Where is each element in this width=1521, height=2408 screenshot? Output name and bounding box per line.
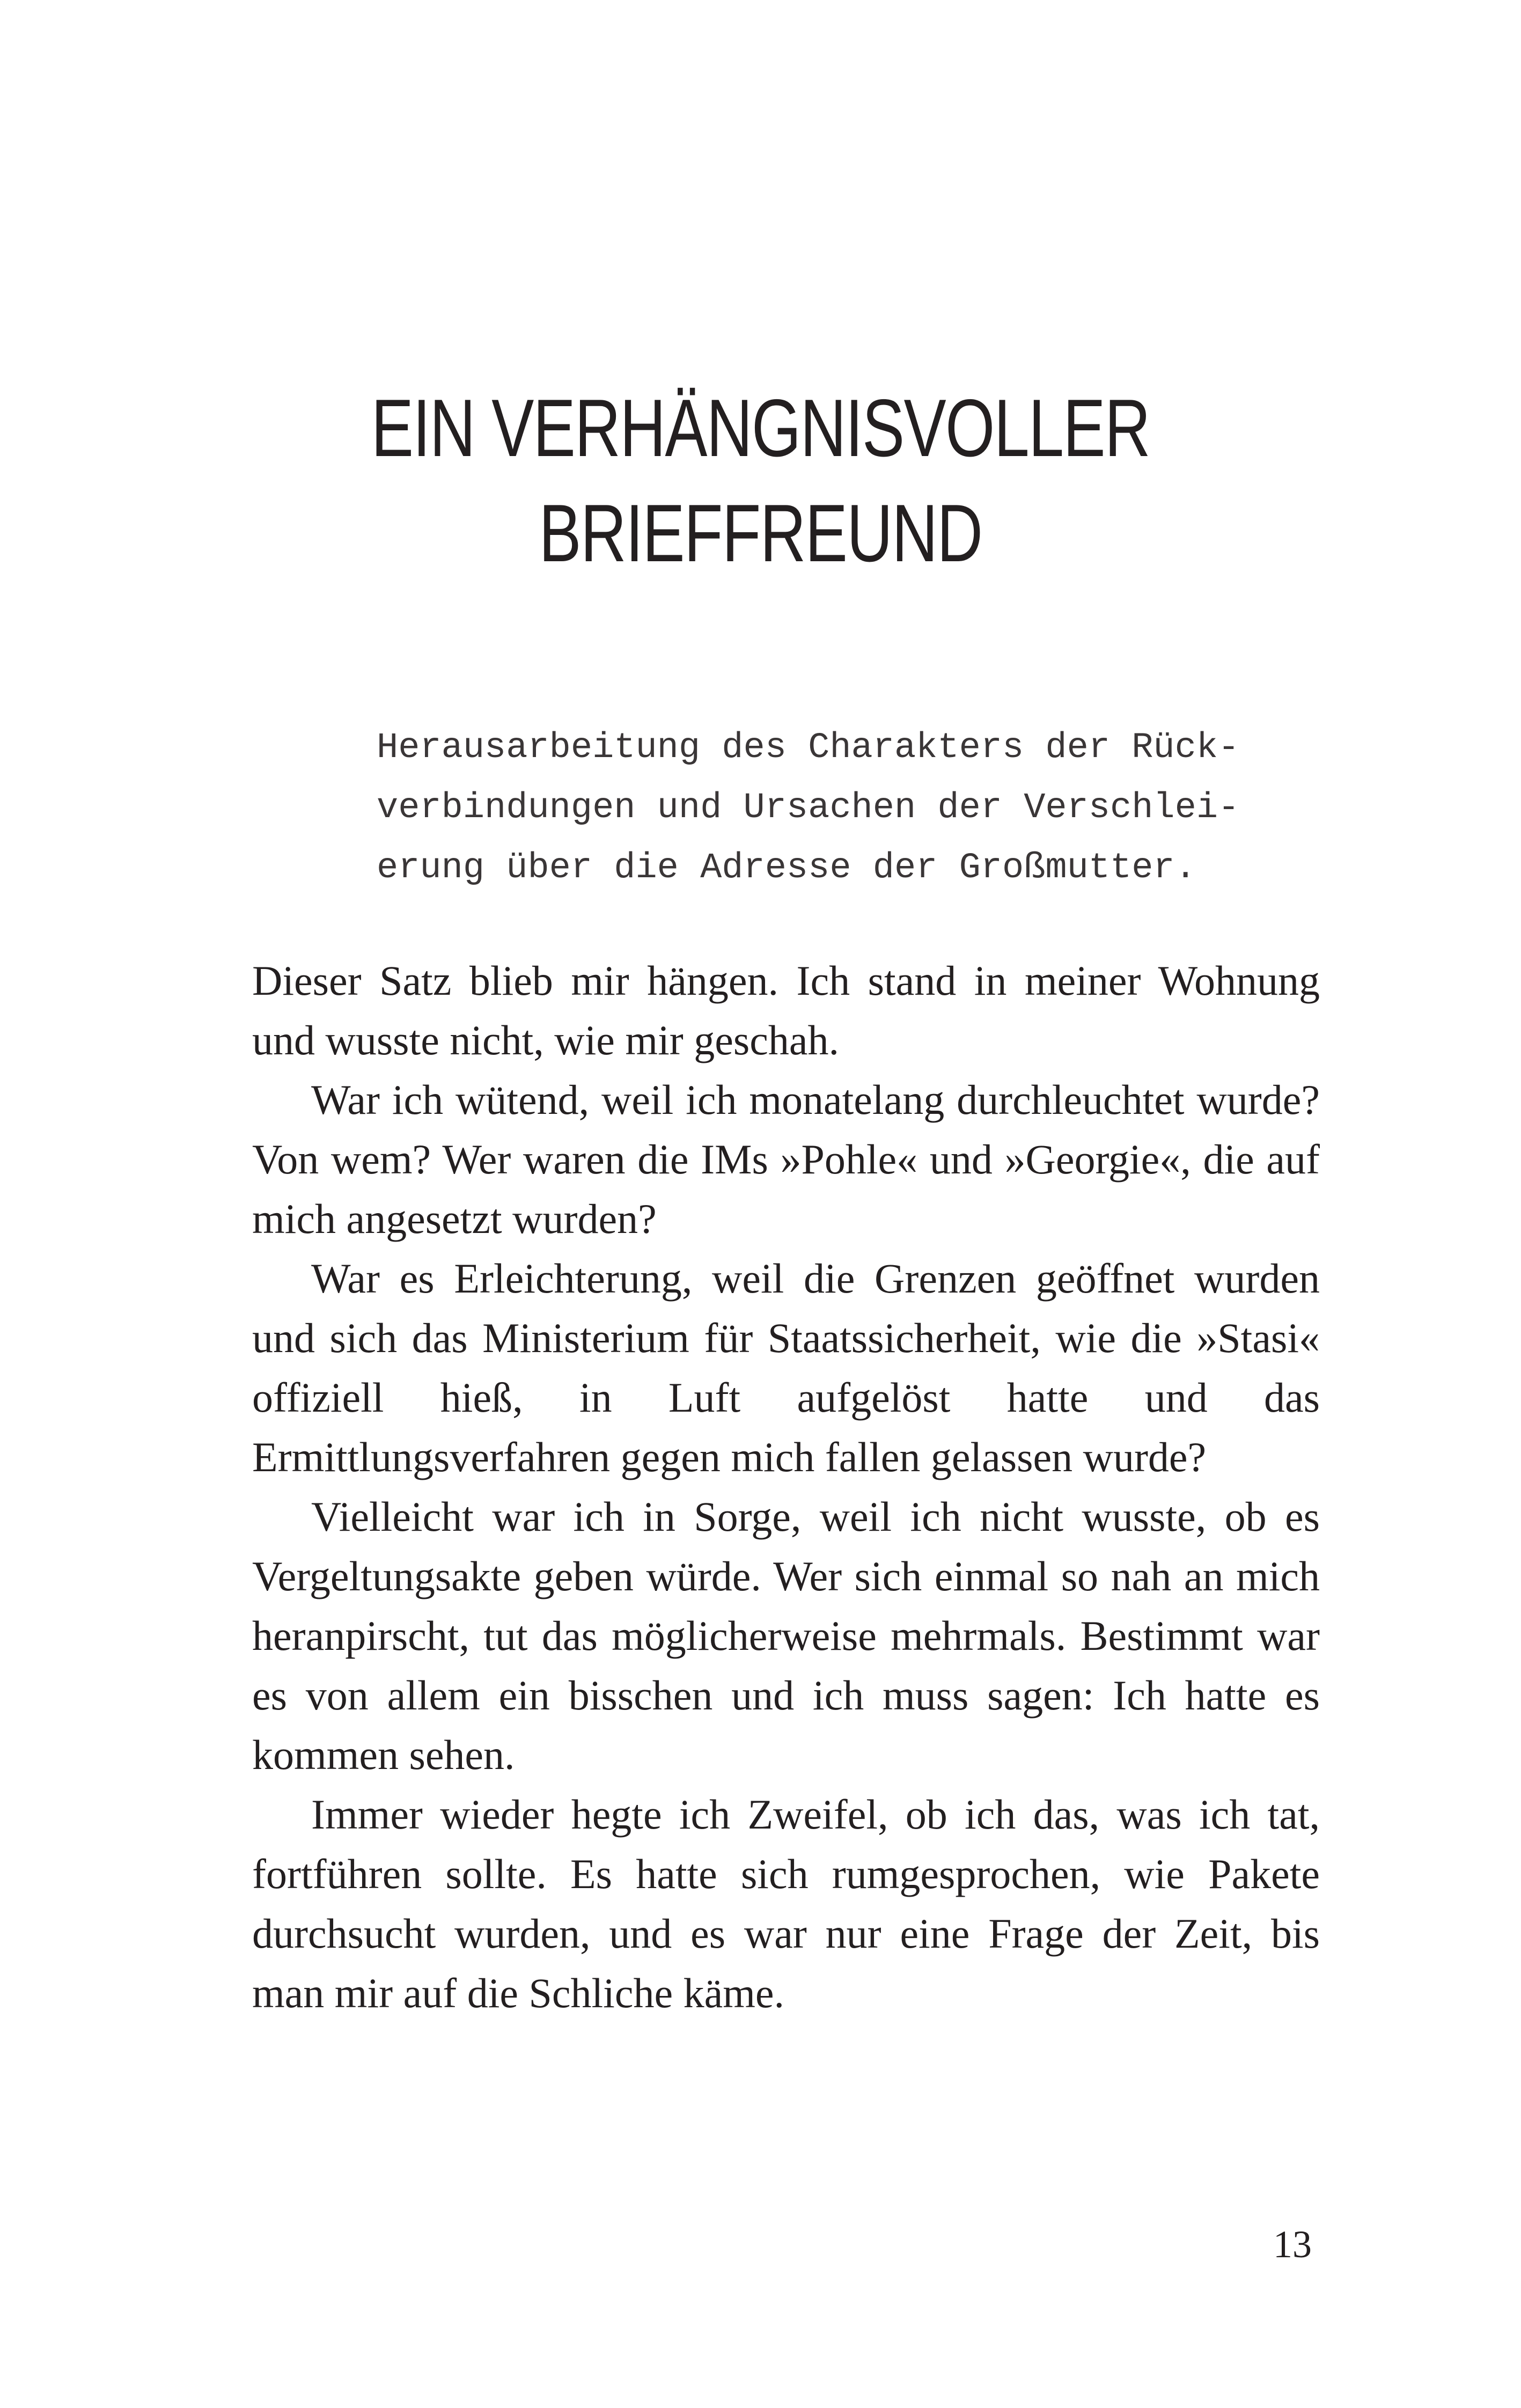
chapter-title-line-2: BRIEFFREUND (539, 488, 982, 579)
paragraph-4: Vielleicht war ich in Sorge, weil ich nicht wusste, ob es Vergeltungsakte geben würde. Wer sich einmal so nah an mich heranpirscht, tut das möglicherweise mehrmals. Bestimmt war es von allem ein bisschen und ich muss sagen: Ich hatte es kommen sehen. (252, 1493, 1320, 1778)
paragraph-5: Immer wieder hegte ich Zweifel, ob ich das, was ich tat, fortführen sollte. Es hatte sich rumgesprochen, wie Pakete durchsucht wurden, und es war nur eine Frage der Zeit, bis man mir auf die Schliche käme. (252, 1791, 1320, 2016)
quote-line-3: erung über die Adresse der Großmutter. (377, 848, 1196, 889)
paragraph-2: War ich wütend, weil ich monatelang durchleuchtet wurde? Von wem? Wer waren die IMs »Pohle« und »Georgie«, die auf mich angesetzt wurden? (252, 1076, 1320, 1242)
document-quote (377, 718, 1342, 898)
quote-line-2: verbindungen und Ursachen der Verschlei- (377, 788, 1240, 828)
page-number: 13 (1273, 2223, 1312, 2266)
body-text (252, 951, 1320, 2023)
quote-line-1: Herausarbeitung des Charakters der Rück- (377, 728, 1240, 768)
paragraph-3: War es Erleichterung, weil die Grenzen geöffnet wurden und sich das Ministerium für Staatssicherheit, wie die »Stasi« offiziell hieß, in Luft aufgelöst hatte und das Ermittlungsverfahren gegen mich fallen gelassen wurde? (252, 1255, 1320, 1480)
paragraph-1: Dieser Satz blieb mir hängen. Ich stand in meiner Wohnung und wusste nicht, wie mir geschah. (252, 957, 1320, 1063)
chapter-title-line-1: EIN VERHÄNGNISVOLLER (371, 383, 1150, 474)
chapter-title (293, 376, 1228, 586)
